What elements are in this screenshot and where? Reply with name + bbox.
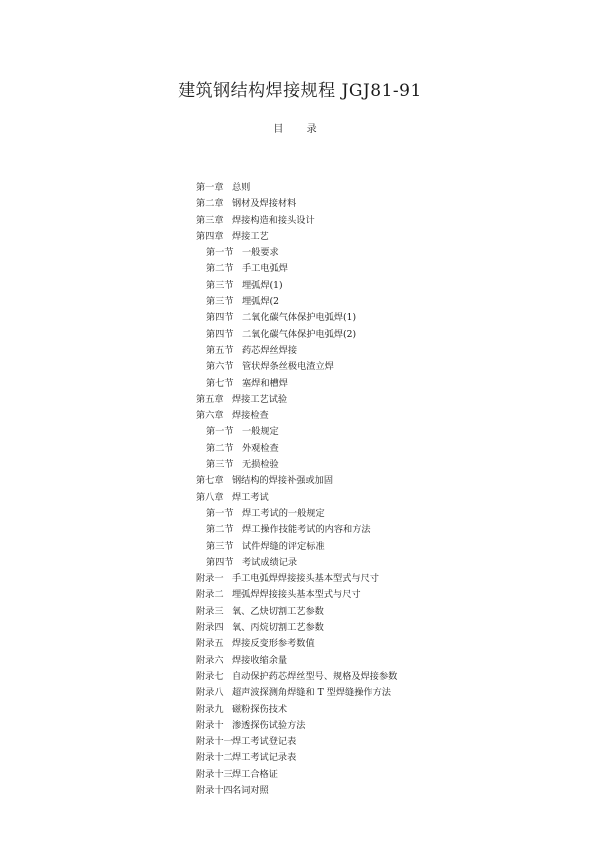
toc-section-entry [196,245,397,261]
toc-entry-title: 试件焊缝的评定标准 [242,540,325,552]
toc-entry-number: 第六节 [206,361,234,373]
toc-section-entry [196,522,397,538]
toc-entry-number: 附录三 [196,605,224,617]
toc-entry-number: 附录一 [196,573,224,585]
toc-entry-number: 第八章 [196,491,224,503]
toc-entry-title: 管状焊条丝极电渣立焊 [242,361,334,373]
toc-chapter-entry [196,408,397,424]
toc-chapter-entry [196,783,397,799]
toc-entry-title: 焊工考试记录表 [232,752,297,764]
toc-section-entry [196,376,397,392]
toc-entry-number: 附录七 [196,670,224,682]
toc-entry-title: 塞焊和槽焊 [242,377,288,389]
toc-entry-number: 附录十 [196,719,224,731]
toc-entry-title: 焊接反变形参考数值 [232,638,315,650]
document-title: 建筑钢结构焊接规程 JGJ81-91 [178,81,422,101]
toc-entry-number: 第二节 [206,263,234,275]
toc-entry-number: 第二节 [206,524,234,536]
toc-entry-number: 附录二 [196,589,224,601]
table-of-contents [196,180,397,799]
toc-chapter-entry [196,734,397,750]
toc-chapter-entry [196,229,397,245]
toc-section-entry [196,555,397,571]
toc-entry-title: 总则 [232,182,251,193]
toc-entry-number: 第四节 [206,328,234,340]
toc-chapter-entry [196,702,397,718]
toc-chapter-entry [196,685,397,701]
toc-entry-title: 焊接收缩余量 [232,654,288,666]
toc-entry-number: 第五章 [196,393,224,405]
toc-section-entry [196,539,397,555]
toc-entry-number: 第四章 [196,230,224,242]
toc-chapter-entry [196,620,397,636]
toc-entry-number: 第七节 [206,377,234,389]
toc-entry-number: 第四节 [206,556,234,568]
toc-entry-number: 第三节 [206,279,234,291]
toc-chapter-entry [196,490,397,506]
toc-entry-title: 氧、丙烷切割工艺参数 [232,622,324,634]
toc-section-entry [196,457,397,473]
toc-entry-title: 渗透探伤试验方法 [232,719,306,731]
toc-entry-number: 附录八 [196,687,224,699]
toc-section-entry [196,294,397,310]
toc-entry-title: 焊工操作技能考试的内容和方法 [242,524,371,536]
toc-section-entry [196,424,397,440]
toc-entry-number: 第五节 [206,344,234,356]
toc-entry-title: 名词对照 [232,784,269,796]
toc-chapter-entry [196,587,397,603]
toc-entry-number: 第七章 [196,475,224,487]
toc-chapter-entry [196,571,397,587]
toc-chapter-entry [196,196,397,212]
toc-entry-title: 手工电弧焊焊接接头基本型式与尺寸 [232,573,379,585]
toc-chapter-entry [196,669,397,685]
toc-entry-title: 焊接构造和接头设计 [232,214,315,226]
toc-chapter-entry [196,653,397,669]
toc-entry-number: 第一章 [196,182,224,193]
toc-entry-number: 第六章 [196,410,224,422]
toc-entry-number: 附录十三 [196,768,233,780]
toc-entry-number: 第三节 [206,296,234,308]
toc-entry-title: 二氧化碳气体保护电弧焊(2) [242,328,357,340]
toc-entry-title: 药芯焊丝焊接 [242,344,298,356]
toc-section-entry [196,506,397,522]
toc-section-entry [196,359,397,375]
toc-entry-number: 第二章 [196,198,224,210]
toc-section-entry [196,327,397,343]
toc-entry-title: 氧、乙炔切割工艺参数 [232,605,324,617]
toc-entry-number: 附录四 [196,622,224,634]
toc-entry-number: 第一节 [206,507,234,519]
toc-entry-title: 焊工考试的一般规定 [242,507,325,519]
toc-chapter-entry [196,636,397,652]
toc-entry-title: 磁粉探伤技术 [232,703,288,715]
toc-entry-title: 二氧化碳气体保护电弧焊(1) [242,312,357,324]
toc-heading: 目 录 [273,124,327,135]
toc-entry-title: 一般规定 [242,426,279,438]
toc-entry-number: 附录五 [196,638,224,650]
toc-section-entry [196,278,397,294]
toc-chapter-entry [196,604,397,620]
toc-entry-number: 附录十二 [196,752,233,764]
toc-entry-number: 第三章 [196,214,224,226]
toc-entry-title: 外观检查 [242,442,279,454]
toc-chapter-entry [196,718,397,734]
toc-entry-title: 焊工考试登记表 [232,736,297,748]
toc-entry-number: 第三节 [206,459,234,471]
toc-entry-number: 第三节 [206,540,234,552]
toc-entry-title: 超声波探测角焊缝和 T 型焊缝操作方法 [232,687,391,699]
toc-entry-title: 埋弧焊(1) [242,279,283,291]
toc-chapter-entry [196,213,397,229]
toc-entry-number: 第一节 [206,426,234,438]
toc-entry-number: 第一节 [206,247,234,259]
toc-entry-title: 焊工合格证 [232,768,278,780]
toc-section-entry [196,441,397,457]
toc-section-entry [196,343,397,359]
toc-entry-title: 考试成绩记录 [242,556,298,568]
toc-entry-title: 无损检验 [242,459,279,471]
toc-section-entry [196,310,397,326]
toc-entry-number: 附录六 [196,654,224,666]
toc-chapter-entry [196,392,397,408]
toc-entry-title: 焊接工艺试验 [232,393,288,405]
toc-entry-number: 附录十一 [196,736,233,748]
toc-chapter-entry [196,750,397,766]
toc-entry-title: 焊接检查 [232,410,269,422]
toc-entry-title: 焊工考试 [232,491,269,503]
toc-entry-title: 手工电弧焊 [242,263,288,275]
toc-chapter-entry [196,473,397,489]
toc-chapter-entry [196,180,397,196]
toc-chapter-entry [196,767,397,783]
toc-entry-number: 附录九 [196,703,224,715]
toc-section-entry [196,261,397,277]
toc-entry-title: 钢材及焊接材料 [232,198,297,210]
toc-entry-number: 附录十四 [196,784,233,796]
toc-entry-title: 焊接工艺 [232,230,269,242]
toc-entry-title: 一般要求 [242,247,279,259]
toc-entry-title: 埋弧焊(2 [242,296,279,308]
toc-entry-number: 第四节 [206,312,234,324]
toc-entry-title: 埋弧焊焊接接头基本型式与尺寸 [232,589,361,601]
toc-entry-title: 自动保护药芯焊丝型号、规格及焊接参数 [232,670,398,682]
toc-entry-number: 第二节 [206,442,234,454]
toc-entry-title: 钢结构的焊接补强或加固 [232,475,334,487]
